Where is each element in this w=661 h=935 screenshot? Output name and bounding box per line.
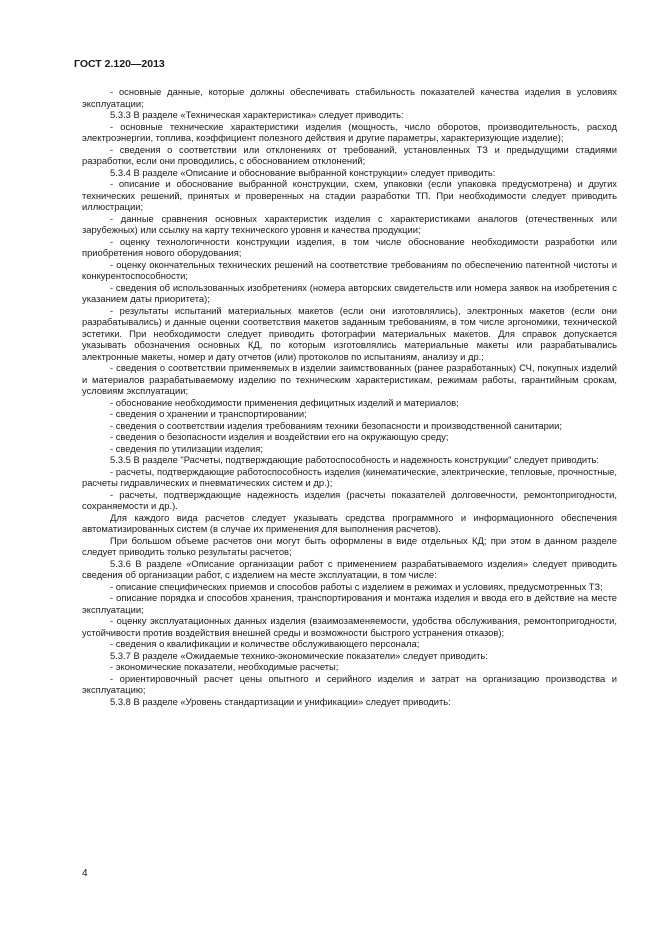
paragraph: - сведения о соответствии изделия требованиям техники безопасности и производственной санитарии; (110, 419, 562, 431)
paragraph: 5.3.5 В разделе "Расчеты, подтверждающие работоспособность и надежность конструкции" следует приводить: (110, 454, 599, 465)
paragraph: - сведения о хранении и транспортировании; (110, 408, 307, 419)
paragraph: - оценку технологичности конструкции изделия, в том числе обоснование необходимости разработки или приобретения нового оборудования; (82, 235, 617, 258)
paragraph: - расчеты, подтверждающие надежность изделия (расчеты показателей долговечности, ремонтопригодности, сохраняемости и др.). (82, 488, 617, 511)
paragraph: - оценку эксплуатационных данных изделия (взаимозаменяемости, удобства обслуживания, ремонтопригодности, устойчивости против воздействия внешней среды и возможности быстрого устранения отказов); (82, 615, 617, 638)
document-body (82, 86, 617, 707)
paragraph: 5.3.7 В разделе «Ожидаемые технико-экономические показатели» следует приводить: (110, 649, 488, 661)
paragraph: 5.3.8 В разделе «Уровень стандартизации и унификации» следует приводить: (110, 695, 451, 707)
paragraph: - расчеты, подтверждающие работоспособность изделия (кинематические, электрические, тепловые, прочностные, расчеты гидравлических и пневматических систем и др.); (82, 465, 617, 488)
paragraph: - описание специфических приемов и способов работы с изделием в режимах и условиях, предусмотренных ТЗ; (110, 580, 603, 592)
paragraph: - сведения по утилизации изделия; (110, 442, 263, 454)
paragraph: - сведения о безопасности изделия и воздействии его на окружающую среду; (110, 431, 449, 442)
paragraph: 5.3.6 В разделе «Описание организации работ с применением разрабатываемого изделия» следует приводить сведения об организации работ, с изделием на месте эксплуатации, в том числе: (82, 557, 617, 580)
paragraph: Для каждого вида расчетов следует указывать средства программного и информационного обеспечения автоматизированных систем (в случае их применения для выполнения расчетов). (82, 511, 617, 534)
document-header: ГОСТ 2.120—2013 (74, 58, 165, 70)
paragraph: - ориентировочный расчет цены опытного и серийного изделия и затрат на организацию производства и эксплуатацию; (82, 672, 617, 695)
paragraph: - сведения о соответствии или отклонениях от требований, установленных ТЗ и предыдущими стадиями разработки, если они проводились, с обоснованием отклонений; (82, 143, 617, 166)
page-number: 4 (82, 868, 88, 879)
paragraph: - экономические показатели, необходимые расчеты; (110, 661, 339, 672)
paragraph: - описание порядка и способов хранения, транспортирования и монтажа изделия и ввода его в действие на месте эксплуатации; (82, 592, 617, 615)
paragraph: - обоснование необходимости применения дефицитных изделий и материалов; (110, 396, 459, 408)
paragraph: - описание и обоснование выбранной конструкции, схем, упаковки (если упаковка предусмотрена) и других технических решений, принятых и проверенных на стадии разработки ТП. При необходимости следует приводить иллюстрации; (82, 178, 617, 212)
paragraph: - основные технические характеристики изделия (мощность, число оборотов, производительность, расход электроэнергии, топлива, коэффициент полезного действия и другие параметры, характеризующие изделие); (82, 120, 617, 143)
paragraph: - оценку окончательных технических решений на соответствие требованиям по обеспечению патентной чистоты и конкурентоспособности; (82, 258, 617, 281)
paragraph: - сведения о квалификации и количестве обслуживающего персонала; (110, 638, 420, 649)
paragraph: - данные сравнения основных характеристик изделия с характеристиками аналогов (отечественных или зарубежных) или ссылку на карту технического уровня и качества продукции; (82, 212, 617, 235)
paragraph: При большом объеме расчетов они могут быть оформлены в виде отдельных КД; при этом в данном разделе следует приводить только результаты расчетов; (82, 534, 617, 557)
paragraph: - результаты испытаний материальных макетов (если они изготовлялись), электронных макетов (если они разрабатывались) и данные оценки соответствия макетов заданным требованиям, в том числе эргономики, технической эстетики. При необходимости следует приводить фотографии материальных макетов. Для справок допускается указывать обозначения основных КД, по которым изготовлялись материальные макеты или разрабатывались электронные макеты, номер и дату отчетов (или) протоколов по испытаниям, анализу и др.; (82, 304, 617, 362)
paragraph: - основные данные, которые должны обеспечивать стабильность показателей качества изделия в условиях эксплуатации; (82, 86, 617, 109)
paragraph: - сведения об использованных изобретениях (номера авторских свидетельств или номера заявок на изобретения с указанием даты приоритета); (82, 281, 617, 304)
paragraph: 5.3.3 В разделе «Техническая характеристика» следует приводить: (110, 109, 404, 120)
paragraph: 5.3.4 В разделе «Описание и обоснование выбранной конструкции» следует приводить: (110, 166, 496, 178)
paragraph: - сведения о соответствии применяемых в изделии заимствованных (ранее разработанных) СЧ, покупных изделий и материалов разрабатываемому изделию по техническим характеристикам, режимам работы, гарантийным срокам, условиям эксплуатации; (82, 362, 617, 396)
